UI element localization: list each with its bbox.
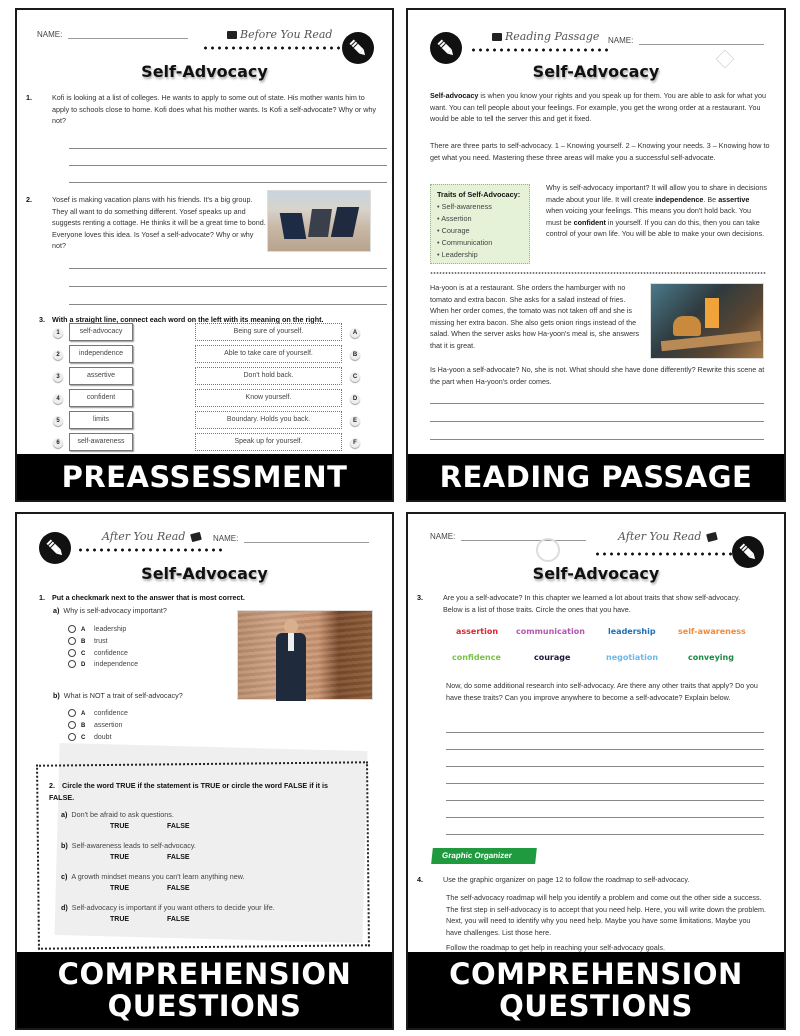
sub-label: a): [61, 810, 68, 819]
why-paragraph: [546, 182, 768, 240]
section-tag: [492, 30, 599, 43]
match-definition[interactable]: Know yourself.: [195, 389, 342, 407]
question-text: Yosef is making vacation plans with his friends. It's a big group. They all want to do something different. Yosef speaks up and suggests renting a cottage. He thinks it will be a great time to bond. Everyone loves this idea. Is Yosef a self-advocate? Why or why not?: [52, 195, 266, 250]
match-number: 6: [53, 438, 63, 448]
roadmap-followup: Follow the roadmap to get help in reaching your self-advocacy goals.: [446, 943, 665, 952]
page-title: Self-Advocacy: [532, 564, 660, 583]
option-text: confidence: [94, 650, 128, 657]
match-letter: C: [350, 372, 360, 382]
answer-line[interactable]: [69, 165, 387, 166]
matching-row: [37, 433, 377, 453]
name-field: [37, 30, 188, 39]
page-title: Self-Advocacy: [141, 62, 268, 81]
name-label: NAME:: [608, 36, 634, 45]
question-4: [417, 874, 766, 886]
keyword-confident: confident: [573, 217, 606, 227]
match-definition[interactable]: Speak up for yourself.: [195, 433, 342, 451]
radio-button[interactable]: [68, 649, 76, 657]
question-number: 1.: [26, 93, 32, 102]
tf-statement-d: [61, 903, 275, 912]
question-number: 1.: [39, 593, 45, 602]
answer-line[interactable]: [446, 834, 764, 835]
dotted-separator: [430, 272, 766, 274]
intro-term: Self-advocacy: [430, 91, 479, 100]
answer-line[interactable]: [446, 749, 764, 750]
answer-line[interactable]: [446, 783, 764, 784]
tf-statement-b: [61, 841, 196, 850]
trait-word-assertion[interactable]: assertion: [456, 627, 499, 636]
match-number: 1: [53, 328, 63, 338]
section-tag: [227, 28, 332, 41]
name-line: [461, 540, 586, 541]
answer-line[interactable]: [446, 800, 764, 801]
book-icon: [190, 532, 202, 542]
trait-label: Communication: [441, 238, 493, 247]
match-letter: F: [350, 438, 360, 448]
match-number: 4: [53, 394, 63, 404]
question-number: 3.: [417, 593, 423, 602]
trait-word-self-awareness[interactable]: self-awareness: [678, 627, 746, 636]
name-field: [608, 36, 764, 45]
option-letter: B: [81, 639, 86, 645]
true-option[interactable]: TRUE: [110, 885, 130, 892]
roadmap-paragraph: The self-advocacy roadmap will help you identify a problem and come out the other side a success. The first step in self-advocacy is to accept that you need help. Here, you will write down the problem. Next, you will need to identify why you need help. Maybe you have some limitations. Maybe you have challenges. List those here.: [446, 893, 767, 937]
option-1b-A[interactable]: [68, 708, 128, 719]
option-1b-C[interactable]: [68, 732, 112, 743]
question-text: Circle the word TRUE if the statement is TRUE or circle the word FALSE if it is FALSE.: [49, 781, 328, 802]
keyword-assertive: assertive: [718, 194, 750, 204]
keyword-independence: independence: [655, 194, 704, 204]
clock-icon: [536, 538, 560, 562]
section-tag-label: Reading Passage: [505, 30, 600, 43]
followup-paragraph: Now, do some additional research into self-advocacy. Are there any other traits that apply? Do you have these traits? Can you improve anywhere to become a self-advocate? Explain below.: [446, 681, 758, 702]
option-text: doubt: [94, 734, 112, 741]
trait-item: • Courage: [437, 226, 470, 235]
tf-statement-a: [61, 810, 174, 819]
trait-item: • Self-awareness: [437, 202, 492, 211]
question-text: Use the graphic organizer on page 12 to follow the roadmap to self-advocacy.: [443, 875, 690, 884]
sub-label: a): [53, 606, 60, 615]
option-text: leadership: [94, 626, 127, 633]
sub-label: b): [53, 691, 60, 700]
question-text: Are you a self-advocate? In this chapter we learned a lot about traits that show self-advocacy. Below is a list of those traits. Circle the ones that you have.: [443, 593, 741, 614]
question-2: [26, 194, 267, 252]
option-text: confidence: [94, 710, 128, 717]
trait-label: Self-awareness: [441, 202, 492, 211]
radio-button[interactable]: [68, 660, 76, 668]
traits-box: [430, 184, 530, 264]
section-tag-label: After You Read: [618, 530, 702, 543]
option-letter: A: [81, 711, 86, 717]
book-icon: [706, 532, 718, 542]
page-label-banner: [408, 952, 784, 1028]
question-text: With a straight line, connect each word on the left with its meaning on the right.: [52, 315, 324, 324]
dotted-divider: [202, 46, 354, 50]
parts-paragraph: There are three parts to self-advocacy. 1 – Knowing yourself. 2 – Knowing your needs. 3 – Knowing how to get what you need. Mastering these three areas will make you a successful self-advocate.: [430, 141, 770, 162]
pencil-icon: [39, 532, 71, 564]
story-paragraph: Ha-yoon is at a restaurant. She orders the hamburger with no tomato and extra bacon. She asks for a salad instead of fries. When her order comes, the tomato was not taken off and she is missing her extra bacon. She also gets onion rings instead of the salad. When the server asks how Ha-yoon's meal is, she answers that it is great.: [430, 283, 640, 350]
question-1: [39, 592, 379, 604]
match-word[interactable]: assertive: [69, 367, 133, 385]
false-option[interactable]: FALSE: [167, 823, 190, 830]
option-letter: C: [81, 735, 86, 741]
burger-plate-photo: [650, 283, 764, 359]
trait-word-communication[interactable]: communication: [516, 627, 585, 636]
page-label-line-2: QUESTIONS: [499, 989, 693, 1023]
sub-label: c): [61, 872, 68, 881]
radio-button[interactable]: [68, 709, 76, 717]
name-label: NAME:: [430, 532, 456, 541]
true-option[interactable]: TRUE: [110, 854, 130, 861]
page-label-line-1: COMPREHENSION: [57, 957, 352, 991]
matching-row: [37, 345, 377, 365]
match-word[interactable]: independence: [69, 345, 133, 363]
question-number: 4.: [417, 875, 423, 884]
answer-line[interactable]: [430, 421, 764, 422]
name-field: [213, 534, 369, 543]
answer-line[interactable]: [446, 766, 764, 767]
sub-label: b): [61, 841, 68, 850]
radio-button[interactable]: [68, 733, 76, 741]
option-letter: D: [81, 662, 86, 668]
false-option[interactable]: FALSE: [167, 885, 190, 892]
why-text: when voicing your feelings. This means you don't hold back. You must be: [546, 206, 752, 227]
question-number: 3.: [39, 315, 45, 324]
why-text: in yourself. If you can do this, then you can take control of your own life. You will be able to make your own decisions.: [546, 217, 765, 238]
question-number: 2.: [26, 195, 32, 204]
prompt-paragraph: Is Ha-yoon a self-advocate? No, she is not. What should she have done differently? Rewrite this scene at the part when Ha-yoon's order comes.: [430, 365, 765, 386]
option-1a-A[interactable]: [68, 624, 126, 635]
option-letter: C: [81, 651, 86, 657]
match-word[interactable]: limits: [69, 411, 133, 429]
true-option[interactable]: TRUE: [110, 916, 130, 923]
page-label: READING PASSAGE: [439, 460, 753, 494]
page-label-banner: [17, 454, 392, 500]
section-tag-label: After You Read: [102, 530, 186, 543]
true-option[interactable]: TRUE: [110, 823, 130, 830]
false-option[interactable]: FALSE: [167, 916, 190, 923]
comprehension-questions-page-2: [406, 512, 786, 1030]
match-number: 2: [53, 350, 63, 360]
option-1b-B[interactable]: [68, 720, 122, 731]
question-text: Kofi is looking at a list of colleges. He wants to apply to some out of state. His mother wants him to apply to schools close to home. Kofi does what his mother wants. Is Kofi a self-advocate? Why or why not?: [52, 93, 376, 125]
intro-paragraph: [430, 90, 770, 125]
trait-item: • Leadership: [437, 250, 478, 259]
match-definition[interactable]: Boundary. Holds you back.: [195, 411, 342, 429]
option-1a-D[interactable]: [68, 659, 138, 670]
dotted-divider: [77, 548, 225, 552]
answer-line[interactable]: [69, 182, 387, 183]
dotted-divider: [594, 552, 734, 556]
name-line: [68, 38, 188, 39]
match-letter: E: [350, 416, 360, 426]
page-label-line-2: QUESTIONS: [107, 989, 302, 1023]
graphic-organizer-tag: Graphic Organizer: [431, 848, 537, 864]
page-label-line-1: COMPREHENSION: [449, 957, 743, 991]
trait-label: Leadership: [441, 250, 478, 259]
trait-item: • Communication: [437, 238, 493, 247]
friends-beach-photo: [267, 190, 371, 252]
statement-text: Self-awareness leads to self-advocacy.: [71, 841, 196, 850]
matching-row: [37, 389, 377, 409]
answer-line[interactable]: [446, 732, 764, 733]
answer-line[interactable]: [430, 439, 764, 440]
answer-line[interactable]: [69, 268, 387, 269]
name-label: NAME:: [37, 30, 63, 39]
match-word[interactable]: confident: [69, 389, 133, 407]
statement-text: Self-advocacy is important if you want others to decide your life.: [71, 903, 275, 912]
trait-word-conveying[interactable]: conveying: [688, 653, 734, 662]
businessman-photo: [237, 610, 373, 700]
page-label-banner: [17, 952, 392, 1028]
trait-word-negotiation[interactable]: negotiation: [606, 653, 659, 662]
option-1a-B[interactable]: [68, 636, 108, 647]
question-number: 2.: [49, 781, 55, 790]
match-definition[interactable]: Being sure of yourself.: [195, 323, 342, 341]
match-word[interactable]: self-awareness: [69, 433, 133, 451]
answer-line[interactable]: [69, 286, 387, 287]
question-3: [417, 592, 760, 615]
matching-row: [37, 411, 377, 431]
answer-line[interactable]: [69, 304, 387, 305]
page-title: Self-Advocacy: [141, 564, 268, 583]
trait-word-confidence[interactable]: confidence: [452, 653, 501, 662]
question-1b: [53, 690, 183, 702]
pencil-icon: [430, 32, 462, 64]
sub-text: What is NOT a trait of self-advocacy?: [63, 691, 183, 700]
reading-passage-page: [406, 8, 786, 502]
match-letter: A: [350, 328, 360, 338]
tf-statement-c: [61, 872, 245, 881]
matching-row: [37, 367, 377, 387]
section-tag-label: Before You Read: [240, 28, 333, 41]
page-label-banner: [408, 454, 784, 500]
option-letter: B: [81, 723, 86, 729]
name-label: NAME:: [213, 534, 239, 543]
trait-word-leadership[interactable]: leadership: [608, 627, 656, 636]
answer-line[interactable]: [69, 148, 387, 149]
answer-line[interactable]: [446, 817, 764, 818]
question-text: Put a checkmark next to the answer that is most correct.: [52, 593, 245, 602]
match-word[interactable]: self-advocacy: [69, 323, 133, 341]
statement-text: A growth mindset means you can't learn anything new.: [71, 872, 245, 881]
option-letter: A: [81, 627, 86, 633]
trait-item: • Assertion: [437, 214, 472, 223]
match-letter: B: [350, 350, 360, 360]
book-icon: [492, 33, 502, 41]
why-text: Why is self-advocacy important? It will allow you to share in decisions made about your life. It will create: [546, 183, 767, 204]
matching-row: [37, 323, 377, 343]
option-1a-C[interactable]: [68, 648, 128, 659]
page-title: Self-Advocacy: [532, 62, 660, 81]
radio-button[interactable]: [68, 637, 76, 645]
radio-button[interactable]: [68, 625, 76, 633]
preassessment-page: [15, 8, 394, 502]
match-number: 5: [53, 416, 63, 426]
page-label: PREASSESSMENT: [61, 460, 348, 494]
pencil-icon: [342, 32, 374, 64]
sub-label: d): [61, 903, 68, 912]
answer-line[interactable]: [430, 403, 764, 404]
option-text: trust: [94, 638, 108, 645]
comprehension-questions-page-1: [15, 512, 394, 1030]
name-line: [244, 542, 369, 543]
section-tag: [102, 530, 204, 543]
question-1a: [53, 605, 167, 617]
match-definition[interactable]: Don't hold back.: [195, 367, 342, 385]
name-line: [639, 44, 764, 45]
dotted-divider: [470, 48, 610, 52]
trait-label: Courage: [441, 226, 470, 235]
trait-label: Assertion: [441, 214, 472, 223]
radio-button[interactable]: [68, 721, 76, 729]
option-text: assertion: [94, 722, 123, 729]
trait-word-courage[interactable]: courage: [534, 653, 571, 662]
intro-text: is when you know your rights and you speak up for them. You are able to ask for what you want. You can tell people about your feelings. For example, you get the wrong order at a restaurant. You would be able to tell the server this and get it fixed.: [430, 91, 767, 123]
sub-text: Why is self-advocacy important?: [63, 606, 167, 615]
match-number: 3: [53, 372, 63, 382]
match-definition[interactable]: Able to take care of yourself.: [195, 345, 342, 363]
section-tag: [618, 530, 720, 543]
why-text: . Be: [703, 194, 719, 204]
match-letter: D: [350, 394, 360, 404]
book-icon: [227, 31, 237, 39]
statement-text: Don't be afraid to ask questions.: [71, 810, 174, 819]
name-field: [430, 532, 586, 541]
option-text: independence: [94, 661, 138, 668]
traits-heading: Traits of Self-Advocacy:: [437, 190, 521, 199]
false-option[interactable]: FALSE: [167, 854, 190, 861]
question-2: [49, 780, 349, 803]
question-1: [26, 92, 379, 127]
